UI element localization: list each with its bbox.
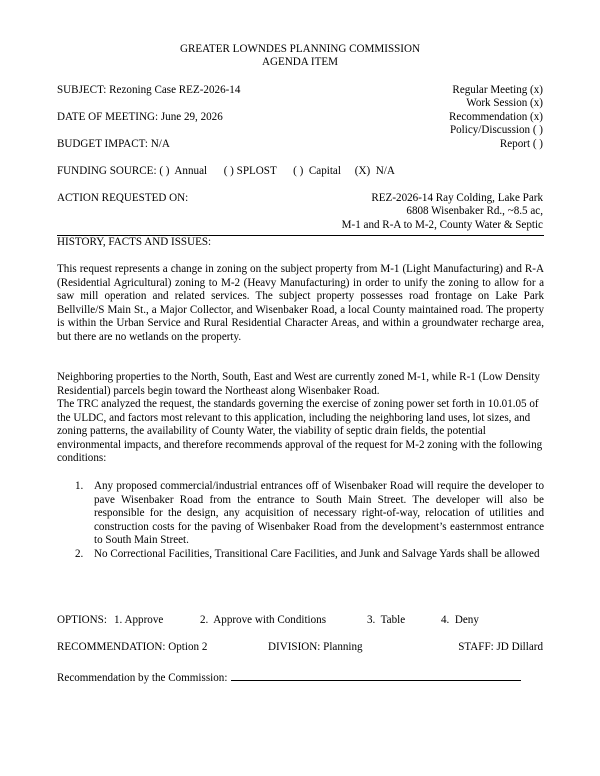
subject-line: SUBJECT: Rezoning Case REZ-2026-14 [57, 84, 241, 96]
meeting-type-policy: Policy/Discussion ( ) [449, 124, 543, 136]
options-label: OPTIONS: [57, 614, 107, 626]
budget-impact: BUDGET IMPACT: N/A [57, 138, 170, 150]
commission-recommendation-row [57, 670, 521, 686]
meeting-date: DATE OF MEETING: June 29, 2026 [57, 111, 223, 123]
action-requested-label: ACTION REQUESTED ON: [57, 192, 189, 204]
meeting-type-regular: Regular Meeting (x) [452, 84, 543, 96]
option-deny: 4. Deny [441, 614, 479, 626]
action-detail-zoning: M-1 and R-A to M-2, County Water & Septic [341, 219, 543, 231]
action-detail-address: 6808 Wisenbaker Rd., ~8.5 ac, [406, 205, 543, 217]
condition-item [57, 548, 544, 562]
history-paragraph-3: The TRC analyzed the request, the standards governing the exercise of zoning power set forth in 10.01.05 of the ULDC, and factors most relevant to this application, including the neighboring land uses, lot sizes, and zoning patterns, the availability of County Water, the viability of septic drain fields, the potential environmental impacts, and therefore recommends approval of the request for M-2 zoning with the following conditions: [57, 398, 543, 465]
condition-text: No Correctional Facilities, Transitional Care Facilities, and Junk and Salvage Yards shall be allowed [94, 547, 540, 560]
staff: STAFF: JD Dillard [458, 641, 543, 653]
condition-text: Any proposed commercial/industrial entrances off of Wisenbaker Road will require the developer to pave Wisenbaker Road from the entrance to South Main Street. The developer will also be responsible for the design, any acquisition of necessary right-of-way, relocation of utilities and construction costs for the paving of Wisenbaker Road from the development’s easternmost entrance to South Main Street. [94, 480, 544, 547]
header-subtitle: AGENDA ITEM [261, 56, 339, 68]
header-title: GREATER LOWNDES PLANNING COMMISSION [179, 43, 421, 55]
meeting-type-recommendation: Recommendation (x) [449, 111, 543, 123]
history-paragraph-1: This request represents a change in zoning on the subject property from M-1 (Light Manufacturing) and R-A (Residential Agricultural) zoning to M-2 (Heavy Manufacturing) in order to unify the zoning to allow for a saw mill operation and related services. The subject property possesses road frontage on Lake Park Bellville/S Main St., a Major Collector, and Wisenbaker Road, a local County maintained road. The property is within the Urban Service and Rural Residential Character Areas, and within a groundwater recharge area, but there are no wetlands on the property. [57, 263, 544, 343]
conditions-list [57, 480, 544, 562]
meeting-type-work-session: Work Session (x) [466, 97, 543, 109]
recommendation-option: RECOMMENDATION: Option 2 [57, 641, 208, 653]
option-approve: 1. Approve [114, 614, 164, 626]
condition-item [57, 480, 544, 548]
action-detail-case: REZ-2026-14 Ray Colding, Lake Park [371, 192, 543, 204]
history-heading: HISTORY, FACTS AND ISSUES: [57, 236, 212, 248]
division: DIVISION: Planning [268, 641, 363, 653]
condition-number: 1. [75, 480, 84, 492]
option-approve-with-conditions: 2. Approve with Conditions [200, 614, 327, 626]
option-table: 3. Table [367, 614, 406, 626]
commission-recommendation-label: Recommendation by the Commission: [57, 672, 228, 684]
history-paragraph-2: Neighboring properties to the North, South, East and West are currently zoned M-1, while R-1 (Low Density Residential) parcels begin toward the Northeast along Wisenbaker Road. [57, 371, 540, 397]
funding-source: FUNDING SOURCE: ( ) Annual ( ) SPLOST ( ) Capital (X) N/A [57, 165, 395, 177]
commission-recommendation-line[interactable] [231, 670, 521, 681]
meeting-type-report: Report ( ) [499, 138, 543, 150]
condition-number: 2. [75, 547, 84, 560]
